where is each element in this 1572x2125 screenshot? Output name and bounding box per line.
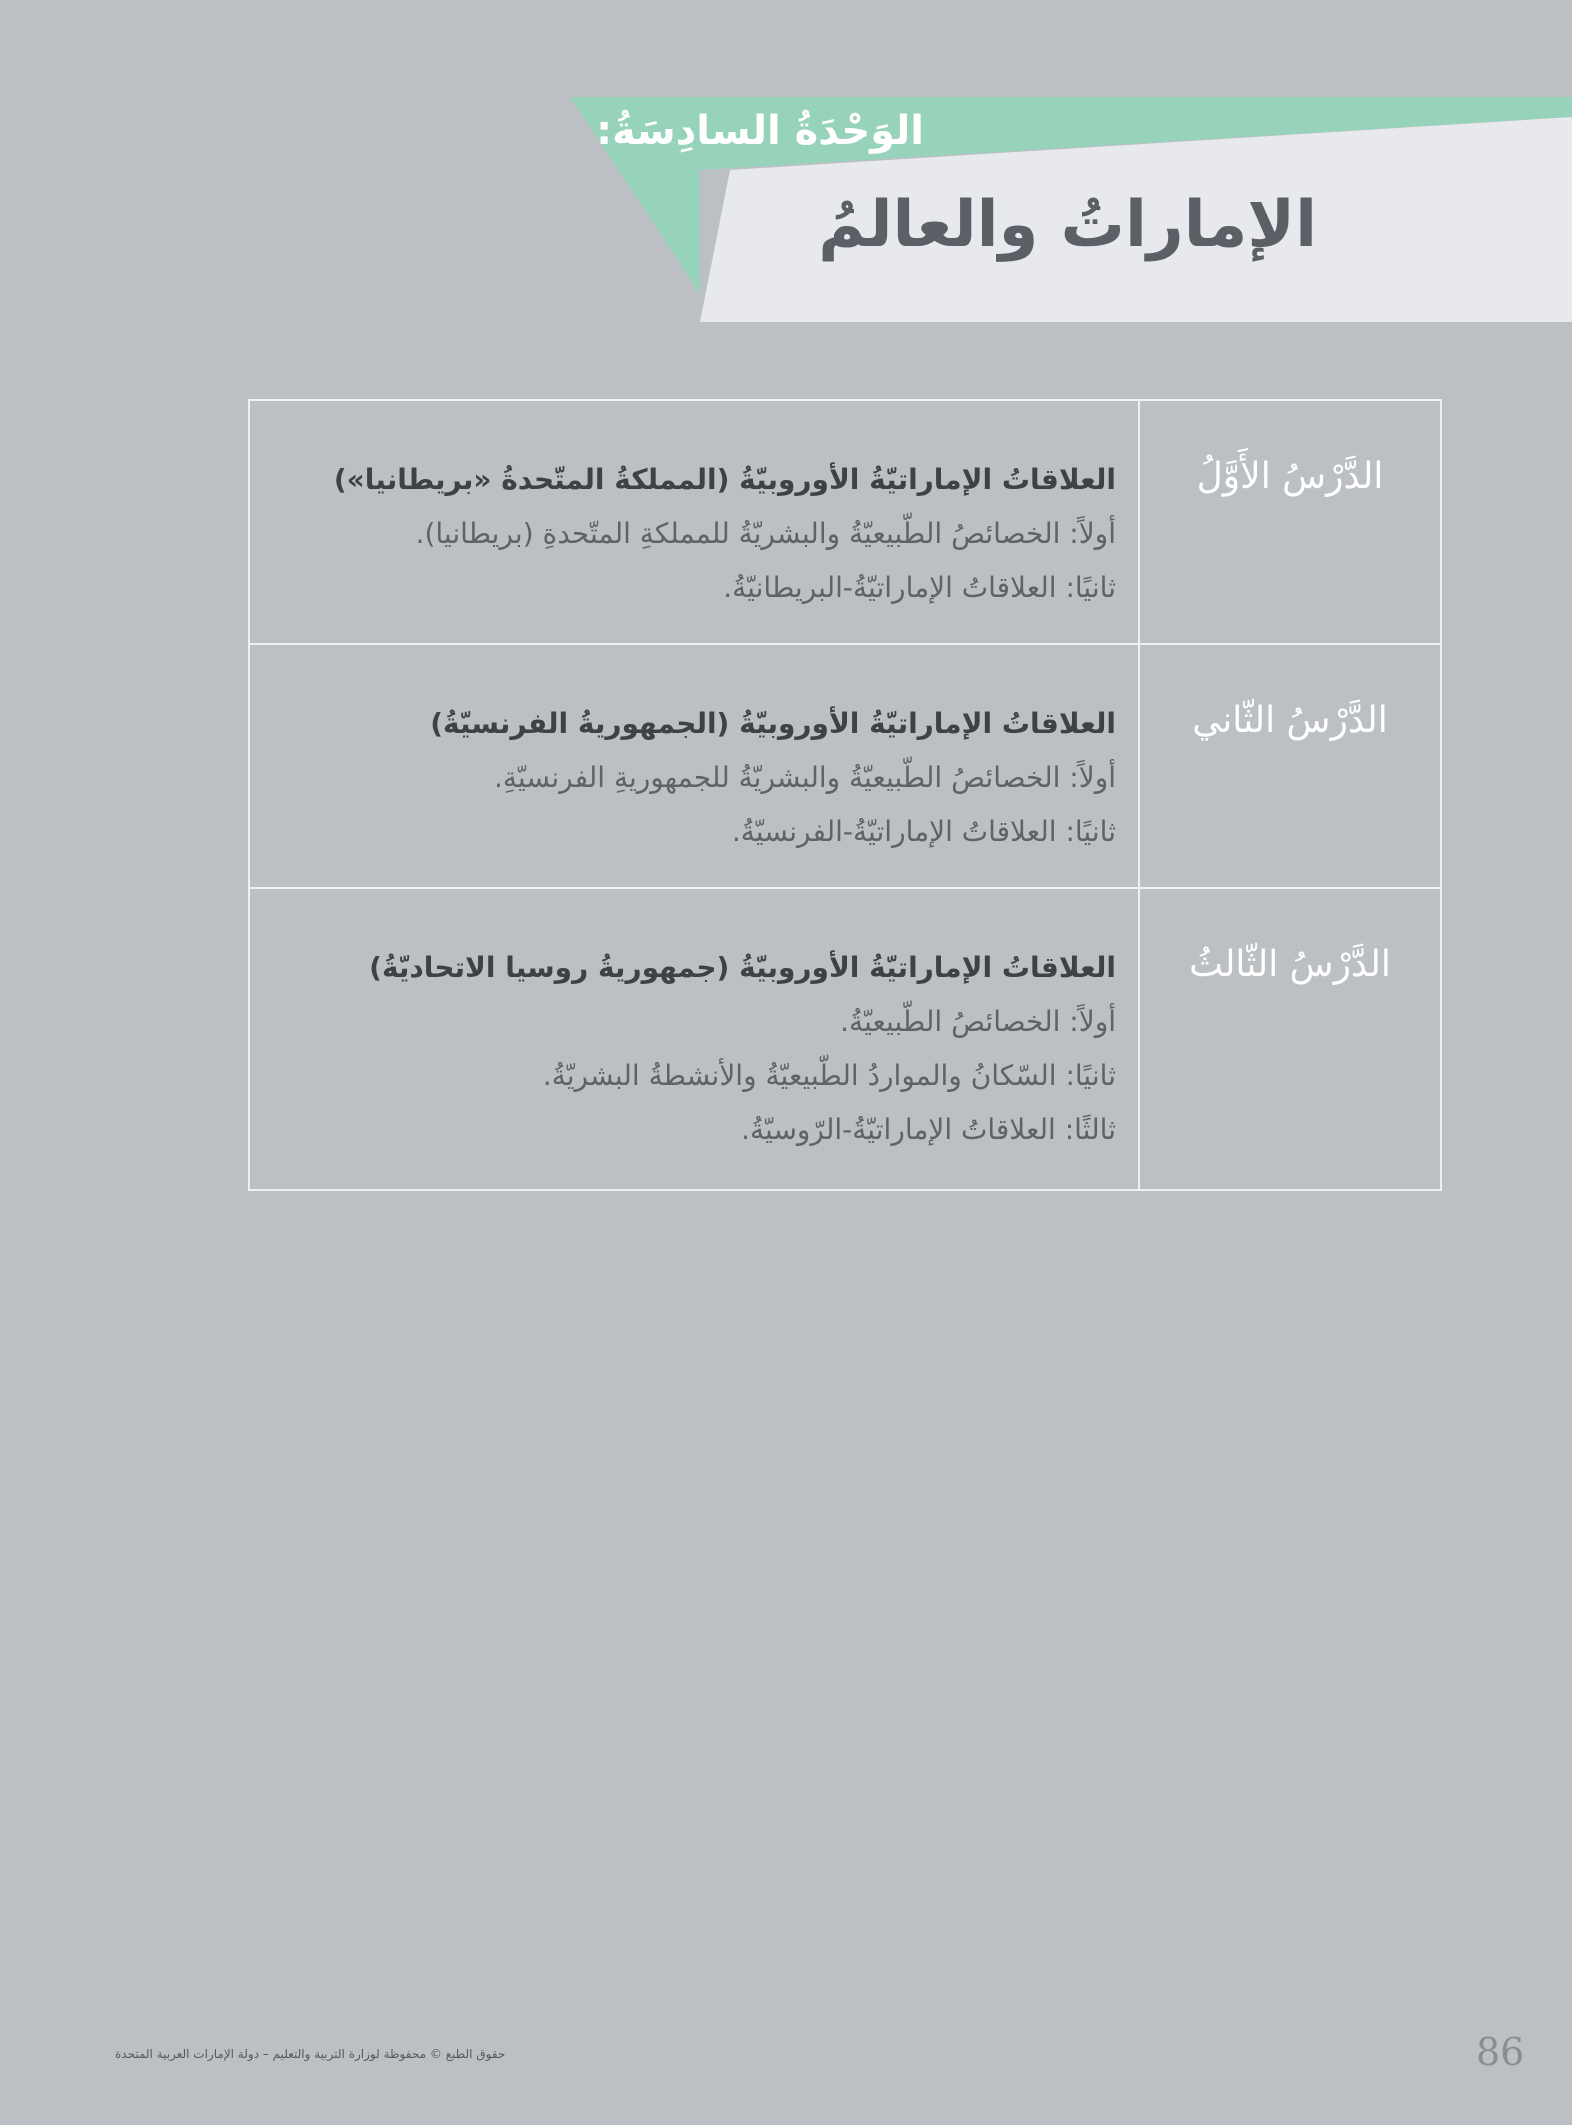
- lesson-item: ثالثًا: العلاقاتُ الإماراتيّةُ-الرّوسيّةُ.: [741, 1113, 1116, 1146]
- lesson-item: ثانيًا: السّكانُ والمواردُ الطّبيعيّةُ والأنشطةُ البشريّةُ.: [542, 1059, 1116, 1092]
- unit-title: الإماراتُ والعالمُ: [818, 188, 1317, 262]
- lesson-content-2: [249, 644, 1139, 888]
- unit-label: الوَحْدَةُ السادِسَةُ:: [596, 108, 924, 154]
- lesson-name-1: الدَّرْسُ الأَوَّلُ: [1139, 400, 1441, 644]
- table-row: [249, 888, 1441, 1190]
- lesson-content-3: [249, 888, 1139, 1190]
- lesson-item: ثانيًا: العلاقاتُ الإماراتيّةُ-الفرنسيّةُ.: [731, 815, 1116, 848]
- lesson-title-3: العلاقاتُ الإماراتيّةُ الأوروبيّةُ (جمهوريةُ روسيا الاتحاديّةُ): [369, 951, 1116, 984]
- lesson-content-1: [249, 400, 1139, 644]
- lesson-item: أولاً: الخصائصُ الطّبيعيّةُ.: [840, 1005, 1116, 1038]
- lesson-name-2: الدَّرْسُ الثّاني: [1139, 644, 1441, 888]
- lesson-name-3: الدَّرْسُ الثّالثُ: [1139, 888, 1441, 1190]
- unit-banner: [0, 0, 1572, 330]
- table-row: [249, 644, 1441, 888]
- table-row: [249, 400, 1441, 644]
- lesson-item: أولاً: الخصائصُ الطّبيعيّةُ والبشريّةُ للجمهوريةِ الفرنسيّةِ.: [494, 761, 1116, 794]
- lessons-table: [248, 399, 1442, 1191]
- page-number: 86: [1476, 2030, 1525, 2074]
- lesson-item: ثانيًا: العلاقاتُ الإماراتيّةُ-البريطانيّةُ.: [723, 571, 1116, 604]
- lesson-item: أولاً: الخصائصُ الطّبيعيّةُ والبشريّةُ للمملكةِ المتّحدةِ (بريطانيا).: [415, 517, 1116, 550]
- copyright-notice: حقوق الطبع © محفوظة لوزارة التربية والتعليم – دولة الإمارات العربية المتحدة: [115, 2047, 506, 2061]
- lesson-title-1: العلاقاتُ الإماراتيّةُ الأوروبيّةُ (المملكةُ المتّحدةُ «بريطانيا»): [333, 463, 1116, 496]
- lesson-title-2: العلاقاتُ الإماراتيّةُ الأوروبيّةُ (الجمهوريةُ الفرنسيّةُ): [430, 707, 1116, 740]
